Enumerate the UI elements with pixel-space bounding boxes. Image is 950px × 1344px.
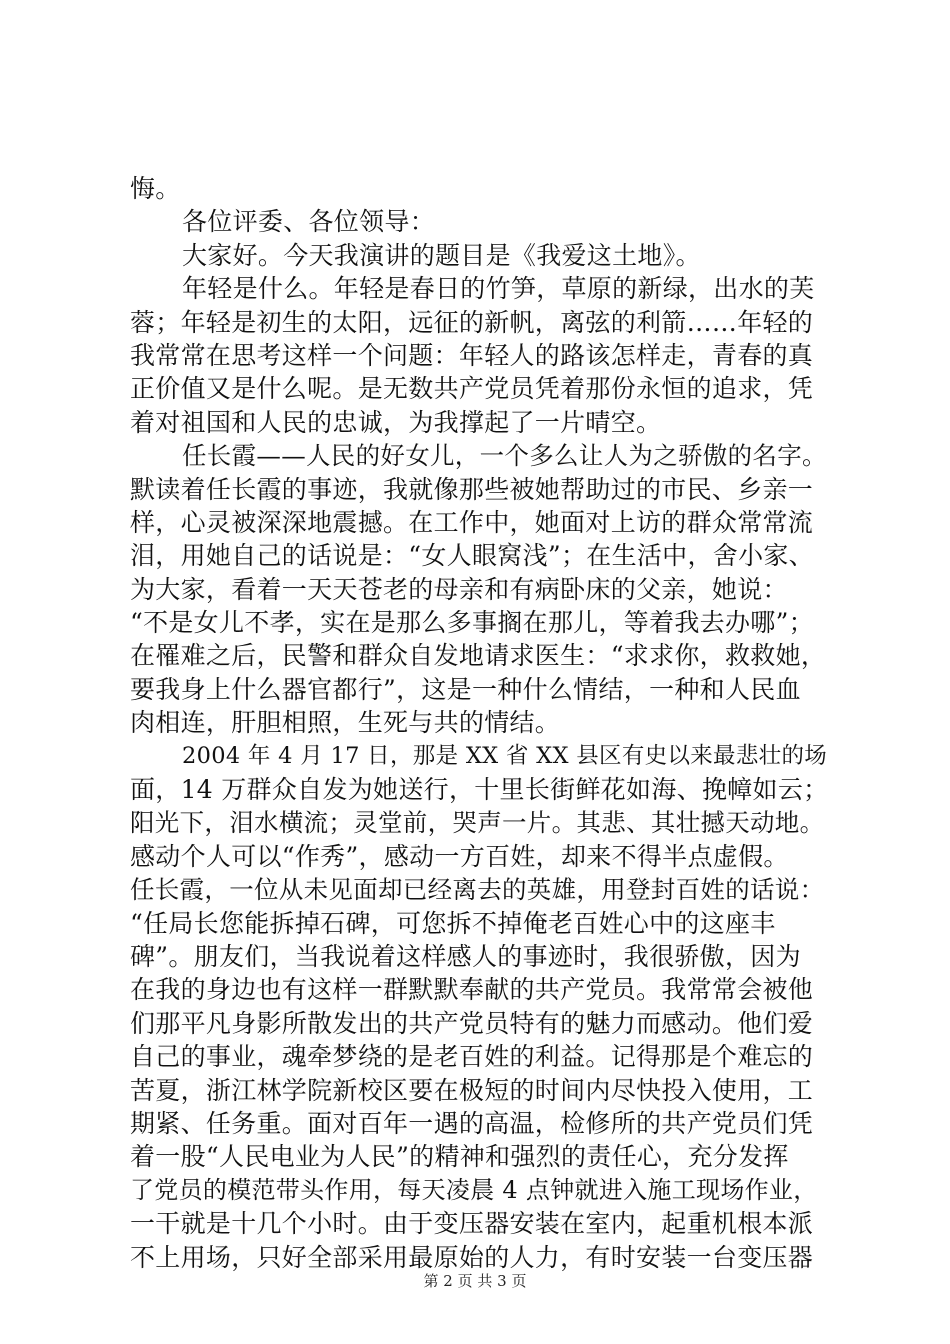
text-line: 泪，用她自己的话说是：“女人眼窝浅”；在生活中，舍小家、 bbox=[130, 541, 814, 571]
text-line: 蓉；年轻是初生的太阳，远征的新帆，离弦的利箭……年轻的 bbox=[130, 307, 814, 337]
text-line: 着一股“人民电业为人民”的精神和强烈的责任心，充分发挥 bbox=[130, 1142, 789, 1172]
page-number-label: 第 2 页 共 3 页 bbox=[423, 1272, 527, 1290]
text-line: 2004 年 4 月 17 日，那是 XX 省 XX 县区有史以来最悲壮的场 bbox=[182, 742, 828, 769]
text-line: 要我身上什么器官都行”，这是一种什么情结，一种和人民血 bbox=[130, 674, 801, 704]
text-line: “任局长您能拆掉石碑，可您拆不掉俺老百姓心中的这座丰 bbox=[130, 908, 776, 938]
text-line: 了党员的模范带头作用，每天凌晨 4 点钟就进入施工现场作业， bbox=[130, 1175, 818, 1204]
text-line: 任长霞——人民的好女儿，一个多么让人为之骄傲的名字。 bbox=[182, 441, 827, 471]
text-line: 一干就是十几个小时。由于变压器安装在室内，起重机根本派 bbox=[130, 1209, 814, 1239]
text-line: 大家好。今天我演讲的题目是《我爱这土地》。 bbox=[182, 240, 701, 270]
text-line: 苦夏，浙江林学院新校区要在极短的时间内尽快投入使用，工 bbox=[130, 1075, 814, 1105]
text-line: 自己的事业，魂牵梦绕的是老百姓的利益。记得那是个难忘的 bbox=[130, 1042, 814, 1072]
text-line: 年轻是什么。年轻是春日的竹笋，草原的新绿，出水的芙 bbox=[182, 274, 815, 304]
text-line: 样，心灵被深深地震撼。在工作中，她面对上访的群众常常流 bbox=[130, 507, 814, 537]
text-line: 我常常在思考这样一个问题：年轻人的路该怎样走，青春的真 bbox=[130, 340, 814, 370]
text-line: 感动个人可以“作秀”，感动一方百姓，却来不得半点虚假。 bbox=[130, 841, 789, 871]
text-line: 任长霞，一位从未见面却已经离去的英雄，用登封百姓的话说： bbox=[130, 875, 825, 905]
text-line: 各位评委、各位领导： bbox=[182, 207, 436, 237]
page-footer bbox=[0, 1270, 950, 1291]
text-line: “不是女儿不孝，实在是那么多事搁在那儿，等着我去办哪”； bbox=[130, 608, 814, 638]
text-line: 面，14 万群众自发为她送行，十里长街鲜花如海、挽幛如云； bbox=[130, 775, 829, 805]
text-line: 为大家，看着一天天苍老的母亲和有病卧床的父亲，她说： bbox=[130, 574, 788, 604]
text-line: 碑”。朋友们，当我说着这样感人的事迹时，我很骄傲，因为 bbox=[130, 941, 801, 971]
text-line: 默读着任长霞的事迹，我就像那些被她帮助过的市民、乡亲一 bbox=[130, 474, 814, 504]
text-line: 着对祖国和人民的忠诚，为我撑起了一片晴空。 bbox=[130, 407, 662, 437]
text-line: 不上用场，只好全部采用最原始的人力，有时安装一台变压器 bbox=[130, 1242, 814, 1272]
text-line: 期紧、任务重。面对百年一遇的高温，检修所的共产党员们凭 bbox=[130, 1108, 814, 1138]
text-line: 悔。 bbox=[130, 174, 181, 203]
body-text bbox=[130, 172, 830, 1274]
text-line: 正价值又是什么呢。是无数共产党员凭着那份永恒的追求，凭 bbox=[130, 374, 814, 404]
text-line: 肉相连，肝胆相照，生死与共的情结。 bbox=[130, 708, 561, 738]
text-line: 阳光下，泪水横流；灵堂前，哭声一片。其悲、其壮撼天动地。 bbox=[130, 808, 825, 838]
text-line: 在我的身边也有这样一群默默奉献的共产党员。我常常会被他 bbox=[130, 975, 814, 1005]
text-line: 们那平凡身影所散发出的共产党员特有的魅力而感动。他们爱 bbox=[130, 1008, 814, 1038]
text-line: 在罹难之后，民警和群众自发地请求医生：“求求你，救救她， bbox=[130, 641, 827, 671]
